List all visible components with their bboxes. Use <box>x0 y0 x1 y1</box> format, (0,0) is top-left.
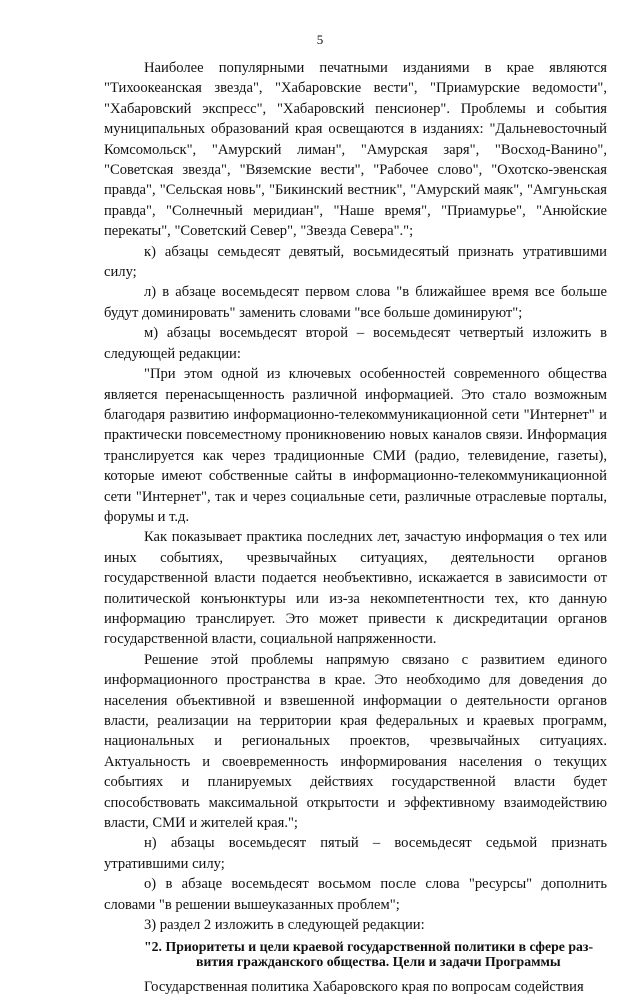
paragraph-item-k: к) абзацы семьдесят девятый, восьмидесятый признать утратившими силу; <box>104 243 607 281</box>
document-body <box>104 58 607 998</box>
section-heading-line-2: вития гражданского общества. Цели и задачи Программы <box>196 954 561 970</box>
paragraph-solution: Решение этой проблемы напрямую связано с развитием единого информационного пространства в крае. Это необходимо для доведения до населения объективной и взвешенной информации о деятельности органов власти, реализации на территории края федеральных и краевых программ, национальных и региональных проектов, чрезвычайных ситуациях. Актуальность и своевременность информирования населения о текущих событиях и планируемых действиях государственной власти будет способствовать максимальной открытости и эффективному взаимодействию власти, СМИ и жителей края."; <box>104 651 607 832</box>
paragraph-item-l: л) в абзаце восемьдесят первом слова "в ближайшее время все больше будут доминировать" заменить словами "все больше доминируют"; <box>104 284 607 321</box>
section-heading <box>104 939 607 969</box>
paragraph-last: Государственная политика Хабаровского края по вопросам содействия <box>144 979 584 996</box>
paragraph-newspapers: Наиболее популярными печатными изданиями в крае являются "Тихоокеанская звезда", "Хабаровские вести", "Приамурские ведомости", "Хабаровский экспресс", "Хабаровский пенсионер". Проблемы и события муниципальных образований края освещаются в изданиях: "Дальневосточный Комсомольск", "Амурский лиман", "Амурская заря", "Восход-Ванино", "Советская звезда", "Вяземские вести", "Рабочее слово", "Охотско-эвенская правда", "Сельская новь", "Бикинский вестник", "Амурский маяк", "Амгуньская правда", "Солнечный меридиан", "Наше время", "Приамурье", "Анюйские перекаты", "Советский Север", "Звезда Севера"."; <box>104 60 607 240</box>
page-number: 5 <box>316 32 324 47</box>
paragraph-item-m: м) абзацы восемьдесят второй – восемьдесят четвертый изложить в следующей редакции: <box>104 325 607 362</box>
paragraph-item-n: н) абзацы восемьдесят пятый – восемьдесят седьмой признать утратившими силу; <box>104 835 607 872</box>
paragraph-info-oversaturation: "При этом одной из ключевых особенностей современного общества является перенасыщенность различной информацией. Это стало возможным благодаря развитию информационно-телекоммуникационной сети "Интернет" и практически повсеместному проникновению новых каналов связи. Информация транслируется как через традиционные СМИ (радио, телевидение, газеты), которые имеют собственные сайты в информационно-телекоммуникационной сети "Интернет", так и через социальные сети, различные отраслевые порталы, форумы и т.д. <box>104 366 607 525</box>
paragraph-practice: Как показывает практика последних лет, зачастую информация о тех или иных событиях, чрезвычайных ситуациях, деятельности органов государственной власти подается необъективно, искажается в зависимости от политической конъюнктуры или из-за некомпетентности тех, кто данную информацию транслирует. Это может привести к дискредитации органов государственной власти, социальной напряженности. <box>104 529 607 648</box>
paragraph-item-3: 3) раздел 2 изложить в следующей редакции: <box>144 917 425 934</box>
section-heading-line-1: "2. Приоритеты и цели краевой государственной политики в сфере раз- <box>144 939 594 955</box>
paragraph-item-o: о) в абзаце восемьдесят восьмом после слова "ресурсы" дополнить словами "в решении вышеуказанных проблем"; <box>104 876 607 913</box>
